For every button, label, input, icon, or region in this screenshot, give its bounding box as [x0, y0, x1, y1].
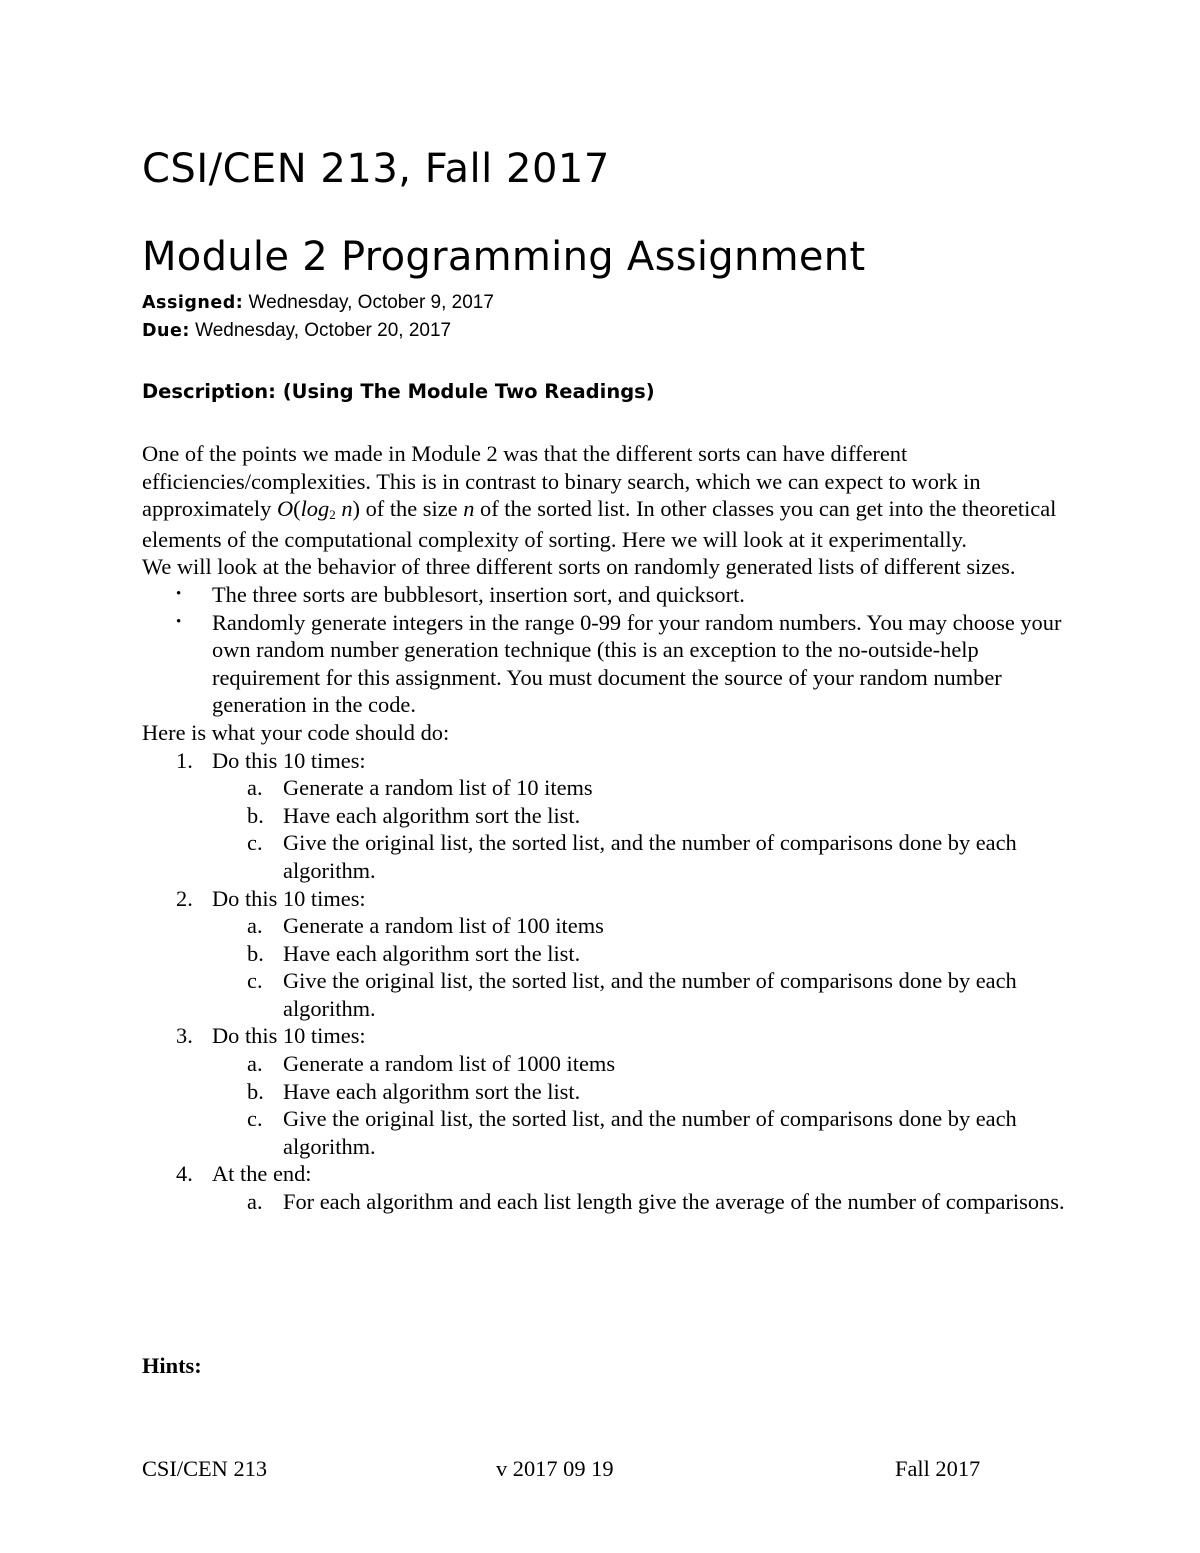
paren-open: (	[293, 496, 301, 522]
footer-version: v 2017 09 19	[496, 1456, 614, 1481]
step-text: At the end:	[212, 1161, 312, 1187]
assigned-date: Wednesday, October 9, 2017	[243, 292, 494, 313]
sub-step-text: Give the original list, the sorted list, and the number of comparisons done by each algorithm.	[283, 830, 1017, 883]
sub-step-text: Generate a random list of 10 items	[283, 775, 593, 801]
sub-step-letter: b.	[247, 1078, 264, 1104]
intro-text-3: of the sorted list. In other classes you can get into the theoretical elements of the computational complexity of sorting. Here we will look at it experimentally.	[142, 496, 1057, 552]
sub-step-letter: c.	[247, 830, 263, 856]
sub-step-item	[142, 1105, 1082, 1160]
step-item	[142, 1160, 1082, 1215]
assigned-line	[142, 292, 494, 314]
log-base: 2	[329, 507, 336, 523]
sub-step-item	[142, 829, 1082, 884]
step-item	[142, 1022, 1082, 1160]
steps-list	[142, 747, 1082, 1216]
sub-step-text: Generate a random list of 1000 items	[283, 1051, 616, 1077]
steps-intro: Here is what your code should do:	[142, 719, 450, 745]
bullet-item	[142, 581, 1082, 609]
sub-step-item	[142, 1078, 1082, 1106]
paragraph-2: We will look at the behavior of three different sorts on randomly generated lists of different sizes.	[142, 554, 1016, 580]
sub-step-letter: a.	[247, 1189, 263, 1215]
sub-step-item	[142, 1188, 1082, 1216]
due-date: Wednesday, October 20, 2017	[189, 320, 452, 341]
bullet-text: The three sorts are bubblesort, insertion sort, and quicksort.	[212, 581, 745, 607]
sub-step-list	[212, 1188, 1082, 1216]
big-o-symbol: O	[276, 496, 294, 522]
bullet-text: Randomly generate integers in the range 0-99 for your random numbers. You may choose your own random number generation technique (this is an exception to the no-outside-help requirement for this assignment. You must document the source of your random number generation in the code.	[212, 609, 1062, 718]
step-number: 4.	[176, 1161, 193, 1187]
bullet-item	[142, 609, 1082, 719]
step-number: 1.	[176, 747, 193, 773]
paren-close: )	[352, 496, 360, 522]
sub-step-text: Have each algorithm sort the list.	[283, 1078, 581, 1104]
n-symbol: n	[341, 496, 353, 522]
sub-step-text: Give the original list, the sorted list, and the number of comparisons done by each algorithm.	[283, 968, 1017, 1021]
assignment-title: Module 2 Programming Assignment	[142, 234, 866, 280]
assigned-label: Assigned:	[142, 293, 244, 313]
due-line	[142, 320, 451, 342]
section-heading: Description: (Using The Module Two Readings)	[142, 380, 655, 403]
sub-step-letter: c.	[247, 1106, 263, 1132]
intro-text-1: One of the points we made in Module 2 was that the different sorts can have different efficiencies/complexities. This is in contrast to binary search, which we can expect to work in approximately	[142, 441, 981, 522]
sub-step-list	[212, 912, 1082, 1022]
footer-term: Fall 2017	[895, 1456, 981, 1481]
footer-course: CSI/CEN 213	[142, 1456, 268, 1481]
bullet-marker: •	[176, 585, 182, 602]
sub-step-letter: a.	[247, 913, 263, 939]
sub-step-list	[212, 774, 1082, 884]
log-symbol: log	[300, 496, 330, 522]
sub-step-item	[142, 774, 1082, 802]
step-text: Do this 10 times:	[212, 885, 366, 911]
sub-step-letter: a.	[247, 1051, 263, 1077]
sub-step-letter: c.	[247, 968, 263, 994]
step-item	[142, 747, 1082, 885]
sub-step-text: Have each algorithm sort the list.	[283, 940, 581, 966]
course-title: CSI/CEN 213, Fall 2017	[142, 146, 610, 192]
sub-step-text: Generate a random list of 100 items	[283, 913, 604, 939]
bullet-list	[142, 581, 1082, 719]
step-number: 2.	[176, 885, 193, 911]
sub-step-item	[142, 967, 1082, 1022]
sub-step-text: For each algorithm and each list length give the average of the number of comparisons.	[283, 1189, 1065, 1215]
step-number: 3.	[176, 1023, 193, 1049]
sub-step-item	[142, 940, 1082, 968]
sub-step-text: Give the original list, the sorted list, and the number of comparisons done by each algorithm.	[283, 1106, 1017, 1159]
hints-label: Hints:	[142, 1353, 202, 1378]
sub-step-list	[212, 1050, 1082, 1160]
n-symbol-2: n	[463, 496, 475, 522]
assignment-body	[142, 440, 1082, 1216]
sub-step-letter: b.	[247, 802, 264, 828]
intro-paragraph	[142, 440, 1082, 553]
step-item	[142, 885, 1082, 1023]
sub-step-item	[142, 912, 1082, 940]
step-text: Do this 10 times:	[212, 747, 366, 773]
sub-step-item	[142, 802, 1082, 830]
bullet-marker: •	[176, 613, 182, 630]
intro-text-2: of the size	[359, 496, 464, 522]
sub-step-letter: b.	[247, 940, 264, 966]
due-label: Due:	[142, 321, 190, 341]
sub-step-text: Have each algorithm sort the list.	[283, 802, 581, 828]
sub-step-letter: a.	[247, 775, 263, 801]
step-text: Do this 10 times:	[212, 1023, 366, 1049]
sub-step-item	[142, 1050, 1082, 1078]
